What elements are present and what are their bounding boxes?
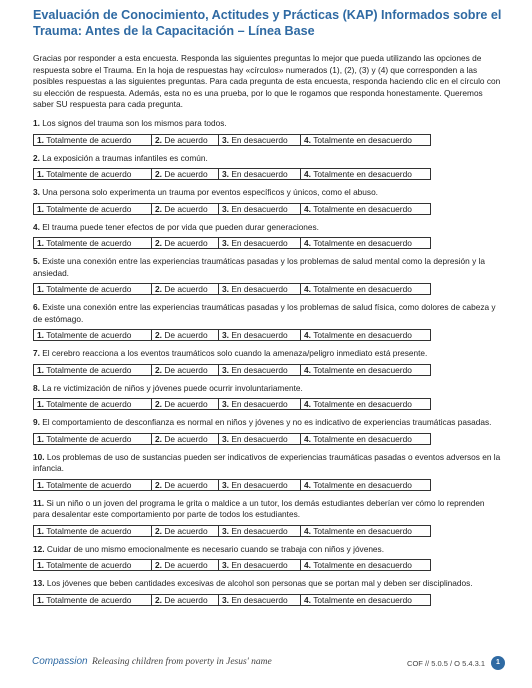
answer-option-1[interactable] bbox=[34, 595, 152, 605]
page-number-badge: 1 bbox=[491, 656, 505, 670]
option-label: Totalmente en desacuerdo bbox=[313, 169, 412, 179]
option-number: 2. bbox=[155, 134, 162, 145]
option-label: En desacuerdo bbox=[231, 479, 288, 490]
answer-option-3[interactable] bbox=[219, 330, 301, 340]
answer-option-3[interactable] bbox=[219, 135, 301, 145]
question-1 bbox=[33, 118, 503, 130]
option-number: 4. bbox=[304, 169, 311, 179]
option-number: 4. bbox=[304, 525, 311, 536]
option-number: 3. bbox=[222, 169, 229, 179]
option-label: En desacuerdo bbox=[231, 203, 288, 214]
answer-option-1[interactable] bbox=[34, 238, 152, 248]
answer-option-4[interactable] bbox=[301, 434, 430, 444]
question-number: 11. bbox=[33, 497, 45, 508]
question-number: 6. bbox=[33, 302, 40, 312]
option-label: Totalmente de acuerdo bbox=[46, 364, 132, 375]
answer-option-3[interactable] bbox=[219, 204, 301, 214]
option-label: Totalmente de acuerdo bbox=[46, 433, 132, 444]
question-number: 3. bbox=[33, 187, 40, 197]
question-text: El trauma puede tener efectos de por vida que pueden durar generaciones. bbox=[42, 221, 319, 232]
option-label: De acuerdo bbox=[164, 330, 208, 340]
option-number: 2. bbox=[155, 169, 162, 179]
question-number: 4. bbox=[33, 221, 40, 232]
option-label: De acuerdo bbox=[164, 560, 208, 570]
answer-options bbox=[33, 479, 431, 491]
answer-option-2[interactable] bbox=[152, 238, 219, 248]
option-number: 1. bbox=[37, 284, 44, 294]
option-label: Totalmente de acuerdo bbox=[46, 134, 132, 145]
answer-option-4[interactable] bbox=[301, 595, 430, 605]
question-text: Existe una conexión entre las experiencias traumáticas pasadas y los problemas de salud mental como la depresión y la ansiedad. bbox=[33, 256, 485, 278]
option-number: 1. bbox=[37, 238, 44, 248]
question-text: Existe una conexión entre las experiencias traumáticas pasadas y los problemas de salud física, como dolores de cabeza y de estómago. bbox=[33, 302, 496, 324]
option-number: 3. bbox=[222, 525, 229, 536]
question-number: 8. bbox=[33, 382, 40, 393]
question-7 bbox=[33, 348, 503, 360]
option-number: 1. bbox=[37, 560, 44, 570]
answer-option-4[interactable] bbox=[301, 526, 430, 536]
option-label: Totalmente en desacuerdo bbox=[313, 364, 412, 375]
option-number: 1. bbox=[37, 433, 44, 444]
answer-options bbox=[33, 203, 431, 215]
answer-option-1[interactable] bbox=[34, 330, 152, 340]
option-label: De acuerdo bbox=[164, 238, 208, 248]
questions-list bbox=[33, 118, 503, 613]
option-number: 1. bbox=[37, 364, 44, 375]
option-label: De acuerdo bbox=[164, 525, 208, 536]
option-label: Totalmente en desacuerdo bbox=[313, 560, 412, 570]
answer-option-2[interactable] bbox=[152, 284, 219, 294]
answer-option-3[interactable] bbox=[219, 284, 301, 294]
option-number: 1. bbox=[37, 479, 44, 490]
footer bbox=[30, 656, 505, 680]
answer-option-2[interactable] bbox=[152, 399, 219, 409]
answer-option-2[interactable] bbox=[152, 434, 219, 444]
answer-option-1[interactable] bbox=[34, 284, 152, 294]
question-3 bbox=[33, 187, 503, 199]
answer-option-1[interactable] bbox=[34, 169, 152, 179]
answer-option-2[interactable] bbox=[152, 595, 219, 605]
option-number: 4. bbox=[304, 560, 311, 570]
answer-option-4[interactable] bbox=[301, 169, 430, 179]
option-label: En desacuerdo bbox=[231, 560, 288, 570]
option-label: Totalmente de acuerdo bbox=[46, 238, 132, 248]
option-label: En desacuerdo bbox=[231, 399, 288, 409]
option-label: De acuerdo bbox=[164, 479, 208, 490]
answer-options bbox=[33, 525, 431, 537]
option-number: 3. bbox=[222, 479, 229, 490]
answer-option-3[interactable] bbox=[219, 238, 301, 248]
option-number: 4. bbox=[304, 134, 311, 145]
option-number: 3. bbox=[222, 330, 229, 340]
answer-option-4[interactable] bbox=[301, 560, 430, 570]
question-text: La exposición a traumas infantiles es común. bbox=[42, 152, 208, 163]
question-number: 7. bbox=[33, 348, 40, 358]
option-number: 4. bbox=[304, 594, 311, 605]
answer-option-3[interactable] bbox=[219, 595, 301, 605]
option-number: 1. bbox=[37, 594, 44, 605]
option-number: 3. bbox=[222, 560, 229, 570]
option-label: En desacuerdo bbox=[231, 364, 288, 375]
option-number: 1. bbox=[37, 330, 44, 340]
option-label: De acuerdo bbox=[164, 203, 208, 214]
answer-options bbox=[33, 283, 431, 295]
answer-options bbox=[33, 594, 431, 606]
option-label: Totalmente de acuerdo bbox=[46, 169, 132, 179]
question-text: La re victimización de niños y jóvenes puede ocurrir involuntariamente. bbox=[42, 382, 303, 393]
answer-option-3[interactable] bbox=[219, 434, 301, 444]
option-number: 4. bbox=[304, 364, 311, 375]
answer-option-3[interactable] bbox=[219, 480, 301, 490]
option-number: 1. bbox=[37, 399, 44, 409]
question-13 bbox=[33, 578, 503, 590]
answer-options bbox=[33, 134, 431, 146]
question-2 bbox=[33, 153, 503, 165]
option-number: 2. bbox=[155, 203, 162, 214]
answer-option-1[interactable] bbox=[34, 560, 152, 570]
question-text: El comportamiento de desconfianza es normal en niños y jóvenes y no es indicativo de experiencias traumáticas pasadas. bbox=[42, 417, 492, 427]
option-label: Totalmente en desacuerdo bbox=[313, 433, 412, 444]
answer-option-1[interactable] bbox=[34, 480, 152, 490]
option-label: En desacuerdo bbox=[231, 134, 288, 145]
option-number: 4. bbox=[304, 203, 311, 214]
answer-options bbox=[33, 364, 431, 376]
answer-options bbox=[33, 329, 431, 341]
option-label: Totalmente de acuerdo bbox=[46, 330, 132, 340]
footer-tagline: Releasing children from poverty in Jesus' name bbox=[92, 657, 272, 667]
option-number: 3. bbox=[222, 203, 229, 214]
option-label: Totalmente de acuerdo bbox=[46, 525, 132, 536]
option-label: Totalmente de acuerdo bbox=[46, 399, 132, 409]
option-number: 2. bbox=[155, 284, 162, 294]
option-number: 2. bbox=[155, 433, 162, 444]
option-number: 3. bbox=[222, 284, 229, 294]
question-12 bbox=[33, 544, 503, 556]
option-label: Totalmente de acuerdo bbox=[46, 479, 132, 490]
question-number: 10. bbox=[33, 451, 45, 462]
question-text: Los signos del trauma son los mismos para todos. bbox=[42, 118, 227, 128]
answer-option-2[interactable] bbox=[152, 204, 219, 214]
option-number: 2. bbox=[155, 594, 162, 605]
option-number: 4. bbox=[304, 433, 311, 444]
option-number: 4. bbox=[304, 330, 311, 340]
option-number: 1. bbox=[37, 525, 44, 536]
answer-option-4[interactable] bbox=[301, 399, 430, 409]
question-9 bbox=[33, 417, 503, 429]
answer-option-2[interactable] bbox=[152, 560, 219, 570]
answer-option-1[interactable] bbox=[34, 365, 152, 375]
option-label: Totalmente de acuerdo bbox=[46, 594, 132, 605]
option-label: En desacuerdo bbox=[231, 330, 288, 340]
option-label: Totalmente en desacuerdo bbox=[313, 134, 412, 145]
answer-option-1[interactable] bbox=[34, 204, 152, 214]
question-number: 9. bbox=[33, 417, 40, 427]
option-number: 4. bbox=[304, 479, 311, 490]
option-label: Totalmente en desacuerdo bbox=[313, 330, 412, 340]
option-label: Totalmente en desacuerdo bbox=[313, 399, 412, 409]
option-label: Totalmente en desacuerdo bbox=[313, 479, 412, 490]
answer-option-3[interactable] bbox=[219, 560, 301, 570]
question-number: 5. bbox=[33, 256, 40, 266]
option-label: En desacuerdo bbox=[231, 169, 288, 179]
question-text: Los problemas de uso de sustancias pueden ser indicativos de experiencias traumáticas pasadas o eventos adversos en la infancia. bbox=[33, 451, 501, 473]
option-label: Totalmente de acuerdo bbox=[46, 560, 132, 570]
option-number: 3. bbox=[222, 364, 229, 375]
answer-option-1[interactable] bbox=[34, 434, 152, 444]
question-5 bbox=[33, 256, 503, 279]
option-label: De acuerdo bbox=[164, 284, 208, 294]
option-label: En desacuerdo bbox=[231, 594, 288, 605]
compassion-logo: Compassion bbox=[32, 656, 88, 667]
answer-option-4[interactable] bbox=[301, 135, 430, 145]
answer-option-2[interactable] bbox=[152, 169, 219, 179]
option-number: 2. bbox=[155, 330, 162, 340]
answer-option-3[interactable] bbox=[219, 169, 301, 179]
answer-options bbox=[33, 168, 431, 180]
question-11 bbox=[33, 498, 503, 521]
answer-option-2[interactable] bbox=[152, 135, 219, 145]
question-number: 12. bbox=[33, 543, 45, 554]
document-code: COF // 5.0.5 / O 5.4.3.1 bbox=[407, 659, 485, 668]
question-number: 13. bbox=[33, 578, 45, 588]
question-6 bbox=[33, 302, 503, 325]
option-label: Totalmente de acuerdo bbox=[46, 284, 132, 294]
option-number: 4. bbox=[304, 238, 311, 248]
option-number: 1. bbox=[37, 169, 44, 179]
intro-paragraph: Gracias por responder a esta encuesta. Responda las siguientes preguntas lo mejor que pueda utilizando las opciones de respuesta sobre el Trauma. En la hoja de respuestas hay «círculos» numerados (1), (2), (3) y (4) que corresponden a las posibles respuestas a las siguientes preguntas. Para cada pregunta de esta encuesta, responda haciendo clic en el círculo con su elección de respuesta. Además, esta no es una prueba, por lo que le rogamos que responda honestamente. Queremos saber SU respuesta para cada pregunta. bbox=[33, 53, 501, 110]
option-label: De acuerdo bbox=[164, 399, 208, 409]
option-number: 3. bbox=[222, 399, 229, 409]
option-number: 3. bbox=[222, 433, 229, 444]
answer-option-3[interactable] bbox=[219, 365, 301, 375]
answer-options bbox=[33, 559, 431, 571]
answer-option-4[interactable] bbox=[301, 480, 430, 490]
answer-options bbox=[33, 398, 431, 410]
option-number: 2. bbox=[155, 364, 162, 375]
option-number: 1. bbox=[37, 134, 44, 145]
option-number: 2. bbox=[155, 525, 162, 536]
answer-option-2[interactable] bbox=[152, 480, 219, 490]
option-number: 1. bbox=[37, 203, 44, 214]
answer-option-3[interactable] bbox=[219, 526, 301, 536]
question-8 bbox=[33, 383, 503, 395]
option-label: Totalmente en desacuerdo bbox=[313, 525, 412, 536]
option-number: 4. bbox=[304, 284, 311, 294]
answer-option-3[interactable] bbox=[219, 399, 301, 409]
option-label: En desacuerdo bbox=[231, 284, 288, 294]
page-title: Evaluación de Conocimiento, Actitudes y Prácticas (KAP) Informados sobre el Trauma: Antes de la Capacitación – Línea Base bbox=[33, 8, 502, 38]
question-4 bbox=[33, 222, 503, 234]
question-text: Una persona solo experimenta un trauma por eventos específicos y únicos, como el abuso. bbox=[42, 187, 378, 197]
answer-option-1[interactable] bbox=[34, 135, 152, 145]
question-10 bbox=[33, 452, 503, 475]
option-number: 3. bbox=[222, 594, 229, 605]
question-text: Cuidar de uno mismo emocionalmente es necesario cuando se trabaja con niños y jóvenes. bbox=[46, 543, 384, 554]
question-text: Los jóvenes que beben cantidades excesivas de alcohol son personas que se portan mal y deben ser disciplinados. bbox=[46, 578, 473, 588]
option-label: En desacuerdo bbox=[231, 238, 288, 248]
answer-option-4[interactable] bbox=[301, 238, 430, 248]
option-label: Totalmente en desacuerdo bbox=[313, 238, 412, 248]
option-label: De acuerdo bbox=[164, 364, 208, 375]
option-label: De acuerdo bbox=[164, 134, 208, 145]
option-label: Totalmente en desacuerdo bbox=[313, 203, 412, 214]
answer-option-4[interactable] bbox=[301, 284, 430, 294]
option-label: En desacuerdo bbox=[231, 433, 288, 444]
option-number: 2. bbox=[155, 479, 162, 490]
answer-options bbox=[33, 237, 431, 249]
question-number: 1. bbox=[33, 118, 40, 128]
option-number: 4. bbox=[304, 399, 311, 409]
answer-option-4[interactable] bbox=[301, 365, 430, 375]
option-number: 3. bbox=[222, 238, 229, 248]
option-number: 2. bbox=[155, 238, 162, 248]
option-label: Totalmente de acuerdo bbox=[46, 203, 132, 214]
option-number: 2. bbox=[155, 399, 162, 409]
question-text: El cerebro reacciona a los eventos traumáticos solo cuando la amenaza/peligro inmediato está presente. bbox=[42, 348, 428, 358]
answer-option-4[interactable] bbox=[301, 330, 430, 340]
answer-option-2[interactable] bbox=[152, 526, 219, 536]
option-label: Totalmente en desacuerdo bbox=[313, 284, 412, 294]
option-label: En desacuerdo bbox=[231, 525, 288, 536]
option-label: De acuerdo bbox=[164, 594, 208, 605]
answer-option-1[interactable] bbox=[34, 526, 152, 536]
option-label: De acuerdo bbox=[164, 433, 208, 444]
option-label: Totalmente en desacuerdo bbox=[313, 594, 412, 605]
answer-option-2[interactable] bbox=[152, 365, 219, 375]
option-number: 3. bbox=[222, 134, 229, 145]
answer-option-1[interactable] bbox=[34, 399, 152, 409]
answer-option-4[interactable] bbox=[301, 204, 430, 214]
question-text: Si un niño o un joven del programa le grita o maldice a un tutor, los demás estudiantes deberían ver cómo lo reprenden para desalentar este comportamiento por parte de todos los estudiantes. bbox=[33, 497, 485, 519]
answer-option-2[interactable] bbox=[152, 330, 219, 340]
question-number: 2. bbox=[33, 152, 40, 163]
option-label: De acuerdo bbox=[164, 169, 208, 179]
answer-options bbox=[33, 433, 431, 445]
option-number: 2. bbox=[155, 560, 162, 570]
